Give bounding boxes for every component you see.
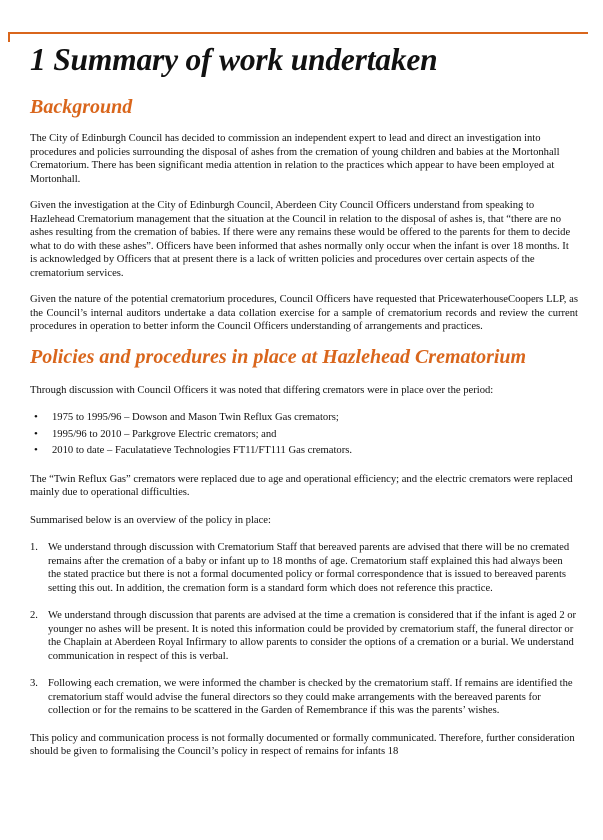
list-number: 1. bbox=[30, 542, 38, 553]
list-text: Following each cremation, we were informed the chamber is checked by the crematorium staff. If remains are identified the crematorium staff would advise the funeral directors so they could make arrangements with the bereaved parents for collection or for the remains to be scattered in the Garden of Remembrance if this was the parents’ wishes. bbox=[48, 678, 573, 716]
list-number: 2. bbox=[30, 610, 38, 621]
policies-intro: Through discussion with Council Officers it was noted that differing cremators were in place over the period: bbox=[30, 384, 494, 396]
document-page bbox=[30, 42, 578, 759]
cremator-list bbox=[30, 411, 578, 458]
list-item bbox=[30, 609, 578, 663]
list-number: 3. bbox=[30, 678, 38, 689]
list-item: • 1975 to 1995/96 – Dowson and Mason Twin Reflux Gas cremators; bbox=[30, 411, 578, 425]
list-item: • 1995/96 to 2010 – Parkgrove Electric cremators; and bbox=[30, 428, 578, 442]
background-paragraph-1: The City of Edinburgh Council has decided to commission an independent expert to lead and direct an investigation into procedures and policies surrounding the disposal of ashes from the cremation of young children and babies at the Mortonhall Crematorium. There has been significant media attention in relation to the practices which appear to have been employed at Mortonhall. bbox=[30, 133, 560, 185]
policy-list bbox=[30, 541, 578, 718]
page-title: 1 Summary of work undertaken bbox=[30, 42, 438, 77]
header-rule-tick bbox=[8, 32, 10, 42]
section-heading-background: Background bbox=[30, 96, 133, 118]
overview-intro: Summarised below is an overview of the policy in place: bbox=[30, 514, 271, 526]
list-item bbox=[30, 677, 578, 718]
background-paragraph-2: Given the investigation at the City of Edinburgh Council, Aberdeen City Council Officers understand from speaking to Hazlehead Crematorium management that the situation at the Council in relation to the disposal of ashes is, that “there are no ashes resulting from the cremation of babies. If there were any remains these would be offered to the parents for them to decide what to do with these ashes”. Officers have been informed that ashes normally only occur when the infant is over 18 months. It is acknowledged by Officers that at present there is a lack of written policies and procedures over certain aspects of the crematorium services. bbox=[30, 200, 571, 279]
closing-paragraph: This policy and communication process is not formally documented or formally communicated. Therefore, further consideration should be given to formalising the Council’s policy in respect of remains for infants 18 bbox=[30, 732, 575, 757]
list-text: We understand through discussion that parents are advised at the time a cremation is considered that if the infant is aged 2 or younger no ashes will be present. It is noted this information could be provided by crematorium staff, the funeral director or the Chaplain at Aberdeen Royal Infirmary to allow parents to consider the options of a cremation or a burial. We understand communication in respect of this is verbal. bbox=[48, 610, 577, 662]
list-item bbox=[30, 541, 578, 595]
list-text: We understand through discussion with Crematorium Staff that bereaved parents are advised that there will be no cremated remains after the cremation of a baby or infant up to 18 months of age. Crematorium staff explained this had always been the stated practice but there is not a formal documented policy or formal correspondence that is issued to bereaved parents setting this out. In addition, the cremation form is a standard form which does not reference this practice. bbox=[48, 542, 570, 594]
background-paragraph-3: Given the nature of the potential crematorium procedures, Council Officers have requested that PricewaterhouseCoopers LLP, as the Council’s internal auditors undertake a data collation exercise for a sample of crematorium records and review the current procedures in operation to better inform the Council Officers understanding of arrangements and practices. bbox=[30, 294, 578, 332]
replacement-note: The “Twin Reflux Gas” cremators were replaced due to age and operational efficiency; and the electric cremators were replaced mainly due to operational difficulties. bbox=[30, 473, 573, 498]
list-item: • 2010 to date – Faculatatieve Technologies FT11/FT111 Gas cremators. bbox=[30, 444, 578, 458]
section-heading-policies: Policies and procedures in place at Hazlehead Crematorium bbox=[30, 345, 527, 368]
header-rule bbox=[8, 32, 588, 34]
